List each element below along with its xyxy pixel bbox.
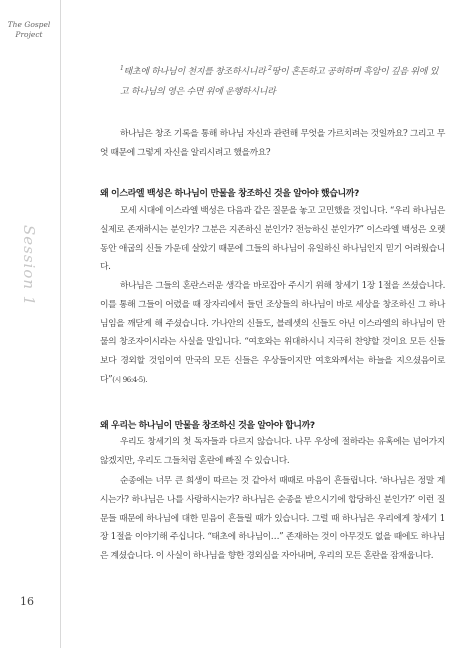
brand-line-1: The Gospel: [7, 20, 51, 29]
paragraph-text: 하나님은 그들의 혼란스러운 생각을 바로잡아 주시기 위해 창세기 1장 1절을 쓰셨습니다. 이를 통해 그들이 어렸을 때 장자리에서 들던 조상들의 하나님이 바로 세상을 창조하신 그 하나님임을 깨닫게 해 주셨습니다. 가나안의 신들도, 블레셋의 신들도 아닌 이스라엘의 하나님이 만물의 창조자이시라는 사실을 말입니다. “여호와는 위대하시니 지극히 찬양할 것이요 모든 신들보다 경외할 것임이여 만국의 모든 신들은 우상들이지만 여호와께서는 하늘을 지으셨음이로다”: [100, 281, 445, 385]
section-heading: 왜 이스라엘 백성은 하나님이 만물을 창조하신 것을 알아야 했습니까?: [100, 189, 359, 199]
scripture-quote: [120, 62, 440, 102]
verse-text: 땅이 혼돈하고 공허하며 흑암이 깊음 위에 있고 하나님의 영은 수면 위에 운행하시니라: [120, 67, 439, 97]
verse-number: 2: [268, 65, 272, 72]
intro-paragraph: 하나님은 창조 기록을 통해 하나님 자신과 관련해 무엇을 가르치려는 것일까요? 그리고 무엇 때문에 그렇게 자신을 알리시려고 했을까요?: [100, 129, 445, 158]
scripture-reference: (시 96:4-5).: [112, 375, 148, 384]
body-paragraph: 우리도 창세기의 첫 독자들과 다르지 않습니다. 나무 우상에 절하라는 유혹에는 넘어가지 않겠지만, 우리도 그들처럼 혼란에 빠질 수 있습니다.: [100, 437, 445, 466]
page-number: 16: [20, 595, 34, 608]
session-label: Session 1: [20, 225, 38, 307]
brand-label: [4, 20, 54, 40]
body-paragraph: 모세 시대에 이스라엘 백성은 다음과 같은 질문을 놓고 고민했을 것입니다. “우리 하나님은 실제로 존재하시는 분인가? 그분은 지존하신 분인가? 전능하신 분인가?” 이스라엘 백성은 오랫동안 애굽의 신들 가운데 살았기 때문에 그들의 하나님이 유일하신 하나님인지 믿기 어려웠습니다.: [100, 206, 445, 273]
brand-line-2: Project: [15, 30, 43, 39]
page-sidebar: [0, 0, 61, 648]
verse-text: 태초에 하나님이 천지를 창조하시니라: [123, 67, 269, 77]
section-heading: 왜 우리는 하나님이 만물을 창조하신 것을 알아야 합니까?: [100, 421, 315, 431]
body-paragraph: [100, 277, 445, 390]
body-paragraph: 순종에는 너무 큰 희생이 따르는 것 같아서 때때로 마음이 흔들립니다. ‘하나님은 정말 계시는가? 하나님은 나를 사랑하시는가? 하나님은 순종을 받으시기에 합당하신 분인가?’ 이런 질문들 때문에 하나님에 대한 믿음이 흔들릴 때가 있습니다. 그럴 때 하나님은 우리에게 창세기 1장 1절을 이야기해 주십니다. “태초에 하나님이…” 존재하는 것이 아무것도 없을 때에도 하나님은 계셨습니다. 이 사실이 하나님을 향한 경외심을 자아내며, 우리의 모든 혼란을 잠재웁니다.: [100, 476, 445, 562]
verse-number: 1: [120, 65, 124, 72]
